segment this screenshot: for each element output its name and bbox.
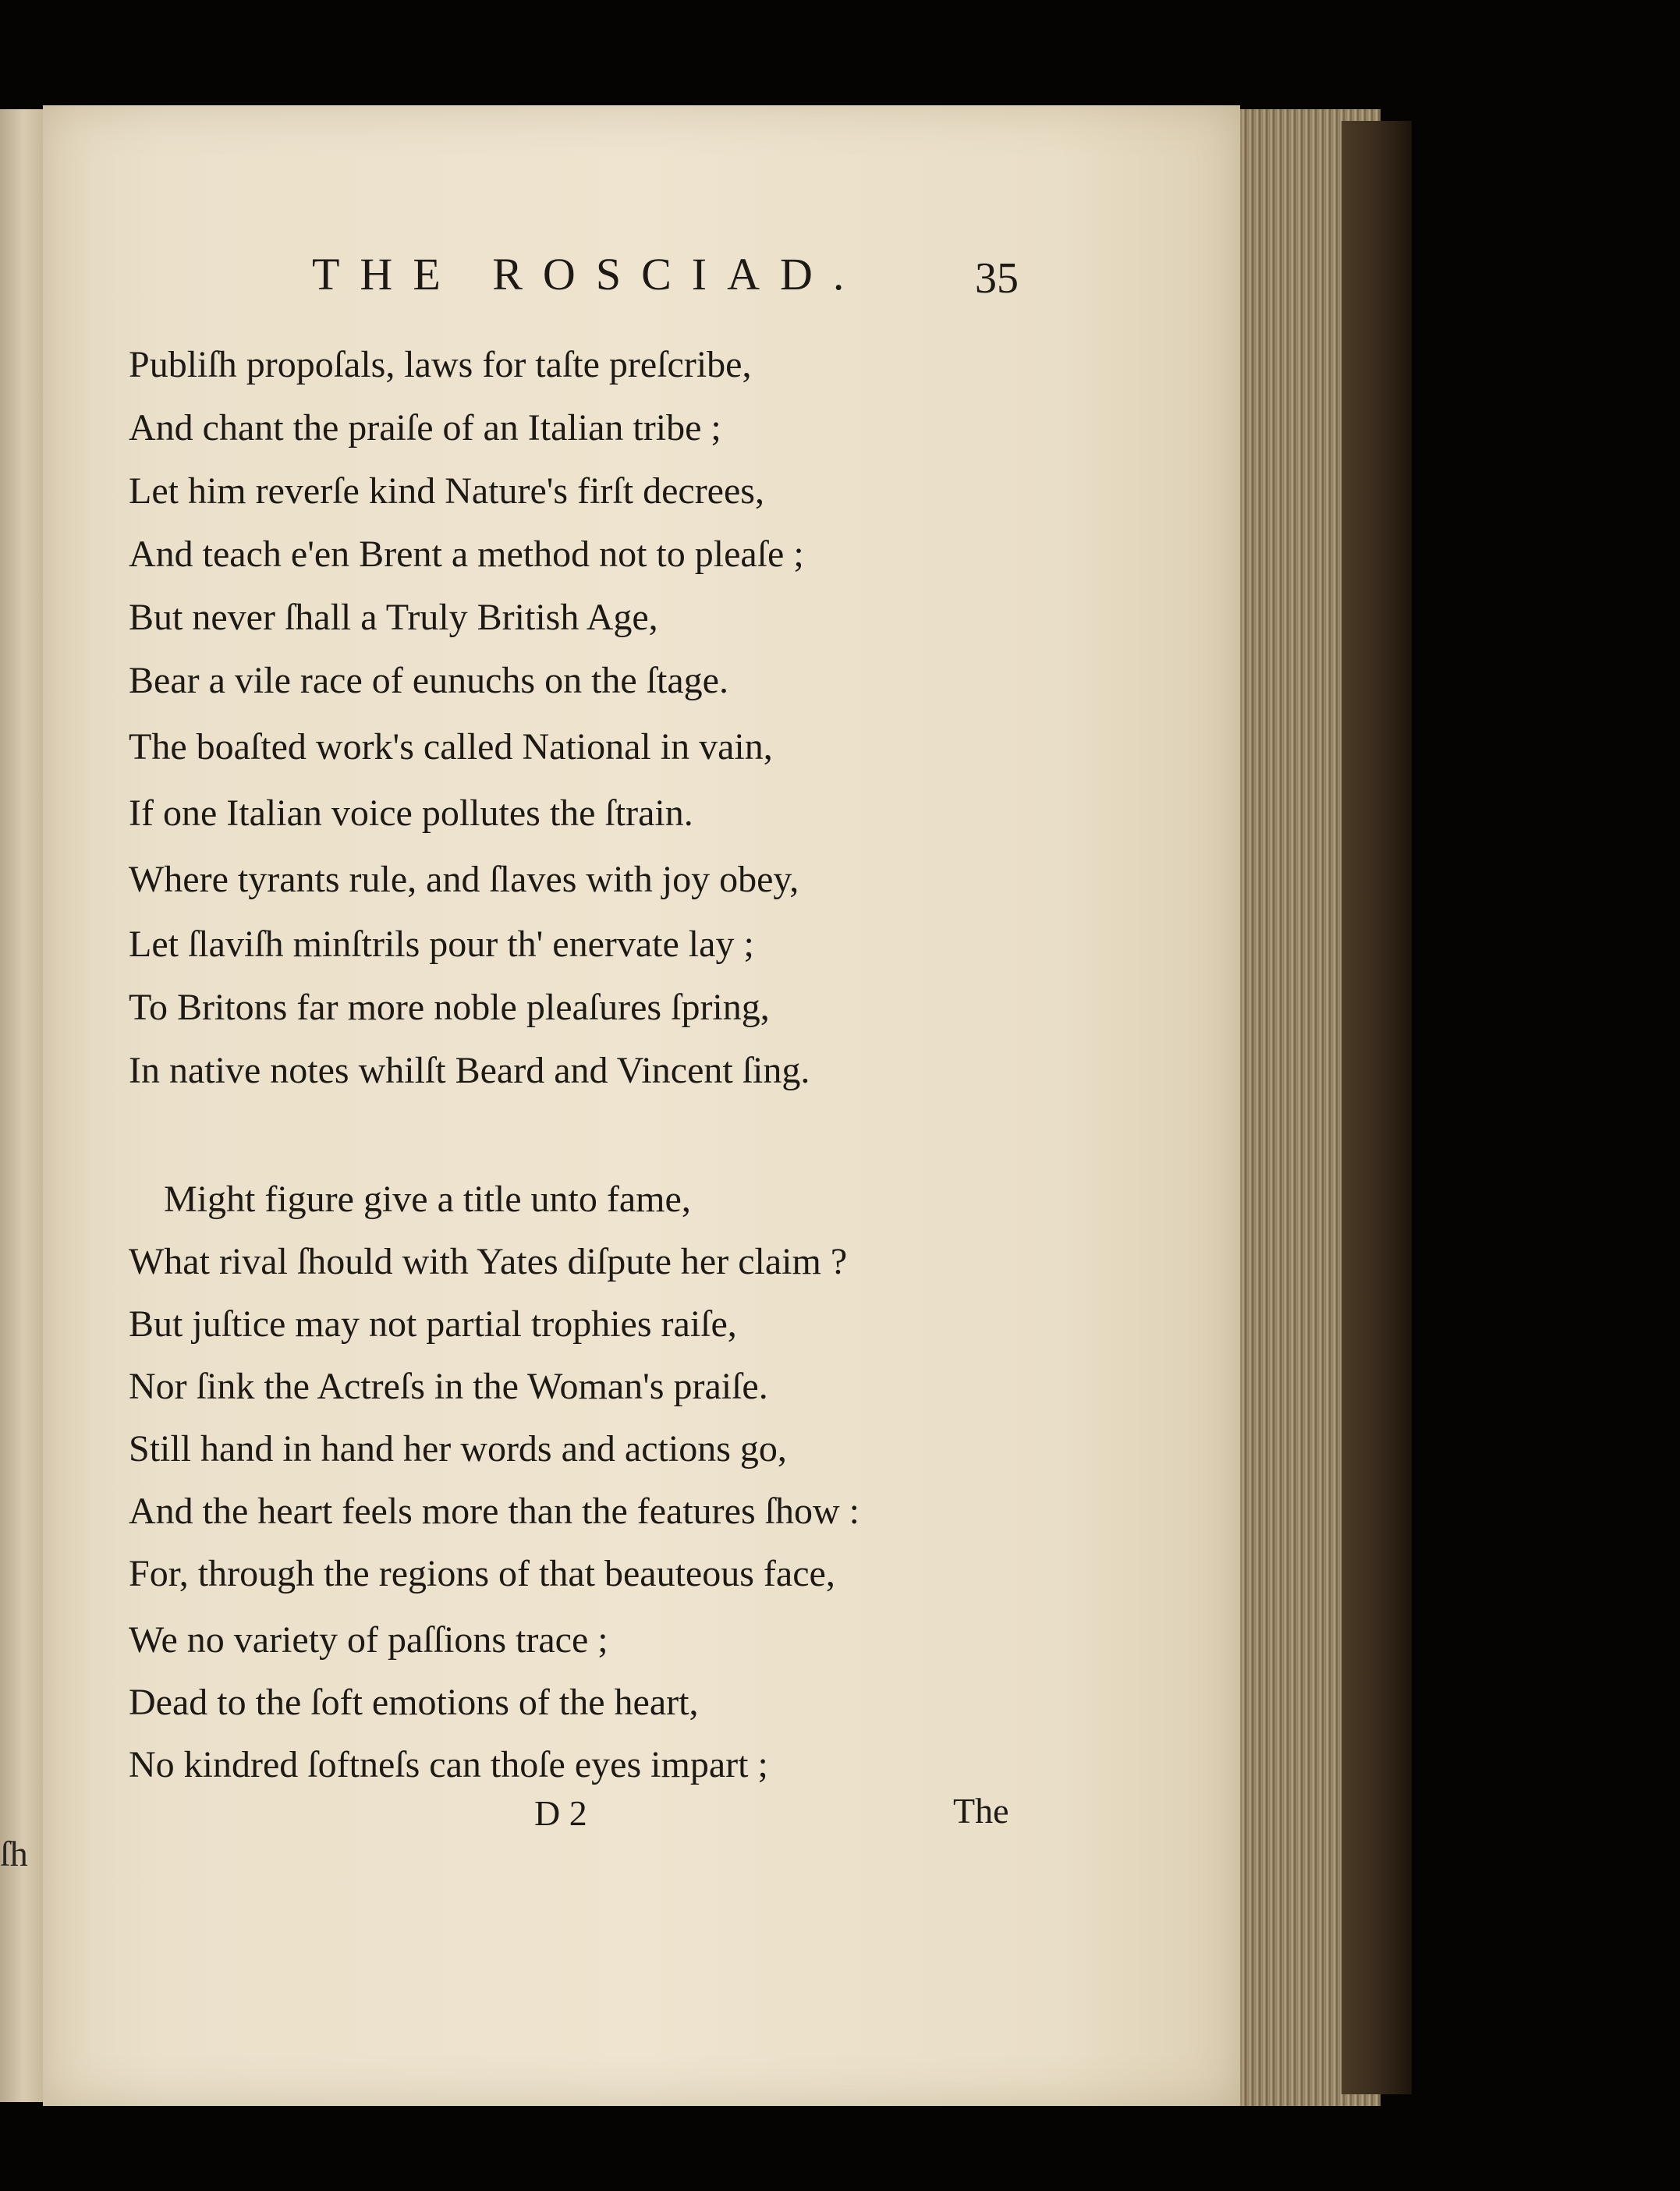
poem-line: Let ſlaviſh minſtrils pour th' enervate lay ;: [129, 924, 754, 965]
poem-line: Dead to the ſoft emotions of the heart,: [129, 1682, 699, 1723]
book-cover-edge: [1342, 121, 1412, 2094]
poem-line: And the heart feels more than the features ſhow :: [129, 1491, 859, 1532]
poem-line: If one Italian voice pollutes the ſtrain.: [129, 792, 693, 834]
signature-mark: D 2: [534, 1793, 587, 1833]
left-page-edge: [0, 109, 44, 2102]
left-page-fragment: ſh: [0, 1834, 28, 1874]
poem-line: But never ſhall a Truly British Age,: [129, 597, 658, 638]
poem-line: The boaſted work's called National in vain,: [129, 726, 773, 768]
poem-line: We no variety of paſſions trace ;: [129, 1619, 608, 1661]
poem-line: Still hand in hand her words and actions go,: [129, 1428, 787, 1470]
poem-line: Publiſh propoſals, laws for taſte preſcribe,: [129, 344, 752, 385]
catchword: The: [953, 1791, 1009, 1831]
poem-line: Bear a vile race of eunuchs on the ſtage.: [129, 660, 728, 701]
poem-line: What rival ſhould with Yates diſpute her claim ?: [129, 1241, 848, 1282]
poem-line: No kindred ſoftneſs can thoſe eyes impart ;: [129, 1744, 768, 1785]
poem-line: Might figure give a title unto fame,: [164, 1179, 691, 1220]
poem-line: Where tyrants rule, and ſlaves with joy obey,: [129, 859, 799, 900]
poem-line: But juſtice may not partial trophies raiſe,: [129, 1303, 737, 1345]
poem-line: And teach e'en Brent a method not to pleaſe ;: [129, 534, 804, 575]
poem-line: For, through the regions of that beauteous face,: [129, 1553, 835, 1594]
book-page: [43, 105, 1240, 2106]
poem-line: And chant the praiſe of an Italian tribe ;: [129, 407, 721, 448]
poem-line: To Britons far more noble pleaſures ſpring,: [129, 987, 770, 1028]
page-number: 35: [975, 254, 1019, 303]
poem-line: In native notes whilſt Beard and Vincent ſing.: [129, 1050, 810, 1091]
running-title: THE ROSCIAD.: [312, 249, 865, 300]
poem-line: Nor ſink the Actreſs in the Woman's praiſe.: [129, 1366, 768, 1407]
poem-line: Let him reverſe kind Nature's firſt decrees,: [129, 470, 764, 512]
